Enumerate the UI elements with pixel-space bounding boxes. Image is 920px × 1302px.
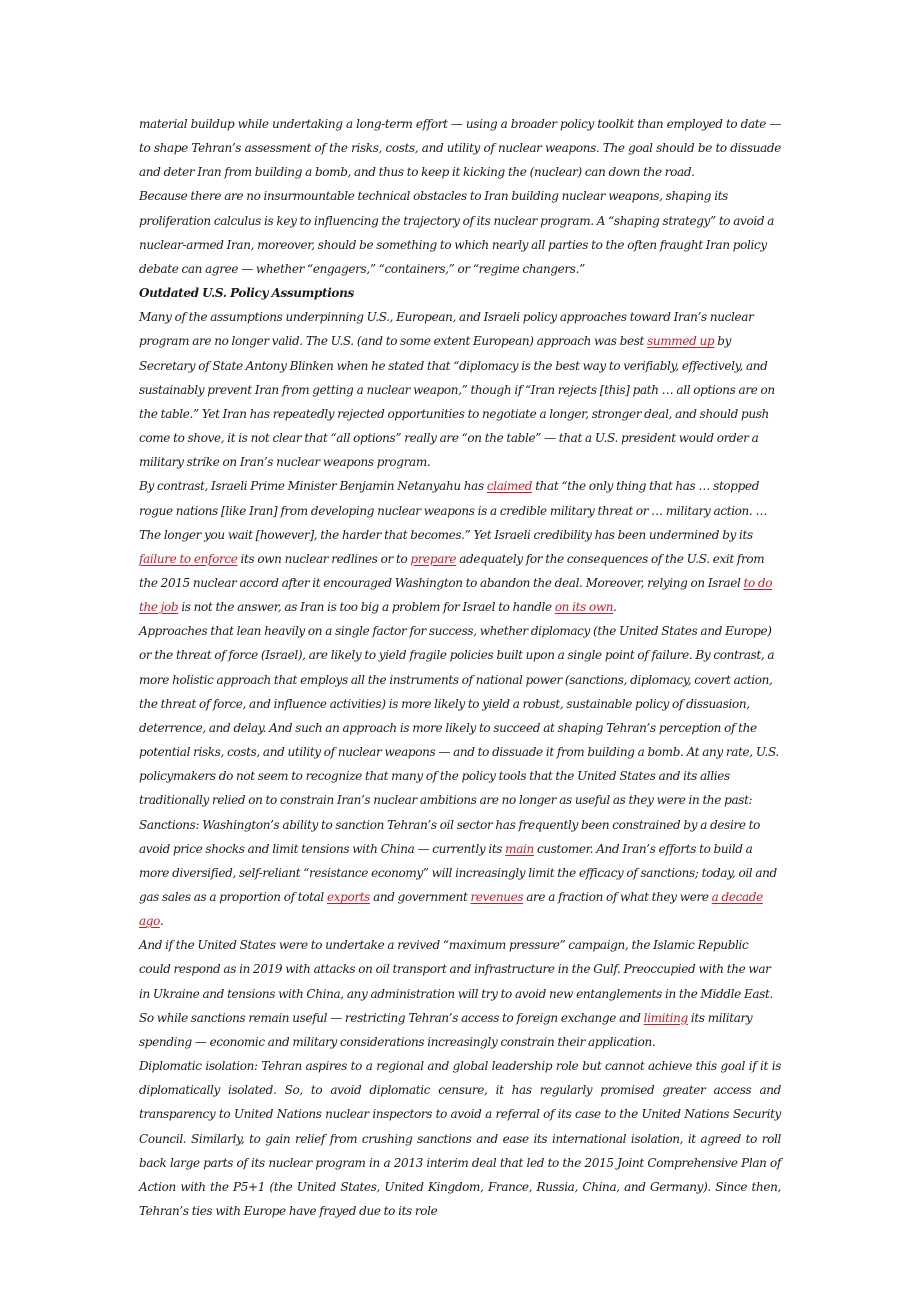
paragraph-shaping-strategy: Because there are no insurmountable technical obstacles to Iran building nuclear weapons, shaping its proliferation calculus is key to influencing the trajectory of its nuclear program. A “shaping strategy” to avoid a nuclear-armed Iran, moreover, should be something to which nearly all parties to the often fraught Iran policy debate can agree — whether “engagers,” “containers,” or “regime changers.” bbox=[139, 189, 775, 276]
link-limiting[interactable]: limiting bbox=[643, 1010, 688, 1025]
text-span: . bbox=[613, 600, 617, 615]
text-span: And if the United States were to undertake a revived “maximum pressure” campaign, the Islamic Republic could respond as in 2019 with attacks on oil transport and infrastructure in the Gulf. Preoccupied with the war in Ukraine and tensions with China, any administration will try to avoid new entanglements in the Middle East. So while sanctions remain useful — restricting Tehran’s access to foreign exchange and bbox=[139, 938, 773, 1025]
link-on-its-own[interactable]: on its own bbox=[554, 600, 614, 615]
lead-term-sanctions: Sanctions bbox=[139, 817, 196, 832]
paragraph-assumptions bbox=[139, 305, 781, 474]
paragraph-approaches: Approaches that lean heavily on a single factor for success, whether diplomacy (the United States and Europe) or the threat of force (Israel), are likely to yield fragile policies built upon a single point of failure. By contrast, a more holistic approach that employs all the instruments of national power (sanctions, diplomacy, covert action, the threat of force, and influence activities) is more likely to yield a robust, sustainable policy of dissuasion, deterrence, and delay. And such an approach is more likely to succeed at shaping Tehran’s perception of the potential risks, costs, and utility of nuclear weapons — and to dissuade it from building a bomb. At any rate, U.S. policymakers do not seem to recognize that many of the policy tools that the United States and its allies traditionally relied on to constrain Iran’s nuclear ambitions are no longer as useful as they were in the past: bbox=[139, 624, 779, 808]
paragraph-maximum-pressure bbox=[139, 933, 781, 1054]
text-span: is not the answer, as Iran is too big a problem for Israel to handle bbox=[178, 600, 555, 615]
link-a-decade-ago[interactable]: a decade ago bbox=[139, 890, 763, 929]
paragraph-israel bbox=[139, 474, 781, 619]
text-span: and government bbox=[370, 890, 471, 904]
text-span: By contrast, Israeli Prime Minister Benjamin Netanyahu has bbox=[139, 479, 487, 494]
text-span: its own nuclear redlines or to bbox=[237, 551, 411, 566]
text-span: Many of the assumptions underpinning U.S., European, and Israeli policy approaches toward Iran’s nuclear program are no longer valid. The U.S. (and to some extent European) approach was best bbox=[139, 310, 754, 349]
text-span: : Tehran aspires to a regional and global leadership role but cannot achieve this goal if it is diplomatically isolated. So, to avoid diplomatic censure, it has regularly promised greater access and transparency to United Nations nuclear inspectors to avoid a referral of its case to the United Nations Security Council. Similarly, to gain relief from crushing sanctions and ease its international isolation, it agreed to roll back large parts of its nuclear program in a 2013 interim deal that led to the 2015 Joint Comprehensive Plan of Action with the P5+1 (the United States, United Kingdom, France, Russia, China, and Germany). Since then, Tehran’s ties with Europe have frayed due to its role bbox=[139, 1059, 782, 1219]
paragraph-sanctions bbox=[139, 813, 781, 934]
link-exports[interactable]: exports bbox=[326, 890, 370, 904]
article-body bbox=[139, 112, 781, 1223]
link-claimed[interactable]: claimed bbox=[486, 479, 533, 494]
lead-term-diplomatic-isolation: Diplomatic isolation bbox=[139, 1059, 255, 1074]
paragraph-intro-continued: material buildup while undertaking a long-term effort — using a broader policy toolkit than employed to date — to shape Tehran’s assessment of the risks, costs, and utility of nuclear weapons. The goal should be to dissuade and deter Iran from building a bomb, and thus to keep it kicking the (nuclear) can down the road. bbox=[139, 117, 781, 180]
link-failure-to-enforce[interactable]: failure to enforce bbox=[139, 551, 238, 566]
link-revenues[interactable]: revenues bbox=[470, 890, 524, 904]
link-summed-up[interactable]: summed up bbox=[647, 334, 715, 349]
text-span: by Secretary of State Antony Blinken when he stated that “diplomacy is the best way to verifiably, effectively, and sustainably prevent Iran from getting a nuclear weapon,” though if “Iran rejects [this] path … all options are on the table.” Yet Iran has repeatedly rejected opportunities to negotiate a longer, stronger deal, and should push come to shove, it is not clear that “all options” really are “on the table” — that a U.S. president would order a military strike on Iran’s nuclear weapons program. bbox=[139, 334, 775, 470]
text-span: adequately for the consequences of the U.S. exit from the 2015 nuclear accord after it encouraged Washington to abandon the deal. Moreover, relying on Israel bbox=[139, 551, 765, 590]
link-prepare[interactable]: prepare bbox=[410, 551, 457, 566]
link-main[interactable]: main bbox=[505, 841, 534, 856]
paragraph-diplomatic-isolation bbox=[139, 1054, 781, 1223]
text-span: its military spending — economic and military considerations increasingly constrain their application. bbox=[139, 1010, 753, 1049]
link-to-do-the-job[interactable]: to do the job bbox=[139, 575, 773, 615]
text-span: . bbox=[159, 914, 164, 929]
section-heading: Outdated U.S. Policy Assumptions bbox=[139, 286, 354, 301]
text-span: : Washington’s ability to sanction Tehran’s oil sector has frequently been constrained by a desire to avoid price shocks and limit tensions with China — currently its bbox=[139, 817, 761, 856]
text-span: that “the only thing that has … stopped rogue nations [like Iran] from developing nuclear weapons is a credible military threat or … military action. … The longer you wait [however], the harder that becomes.” Yet Israeli credibility has been undermined by its bbox=[139, 479, 768, 542]
text-span: are a fraction of what they were bbox=[523, 890, 712, 904]
text-span: customer. And Iran’s efforts to build a more diversified, self-reliant “resistance economy” will increasingly limit the efficacy of sanctions; today, oil and gas sales as a proportion of total bbox=[139, 841, 777, 904]
